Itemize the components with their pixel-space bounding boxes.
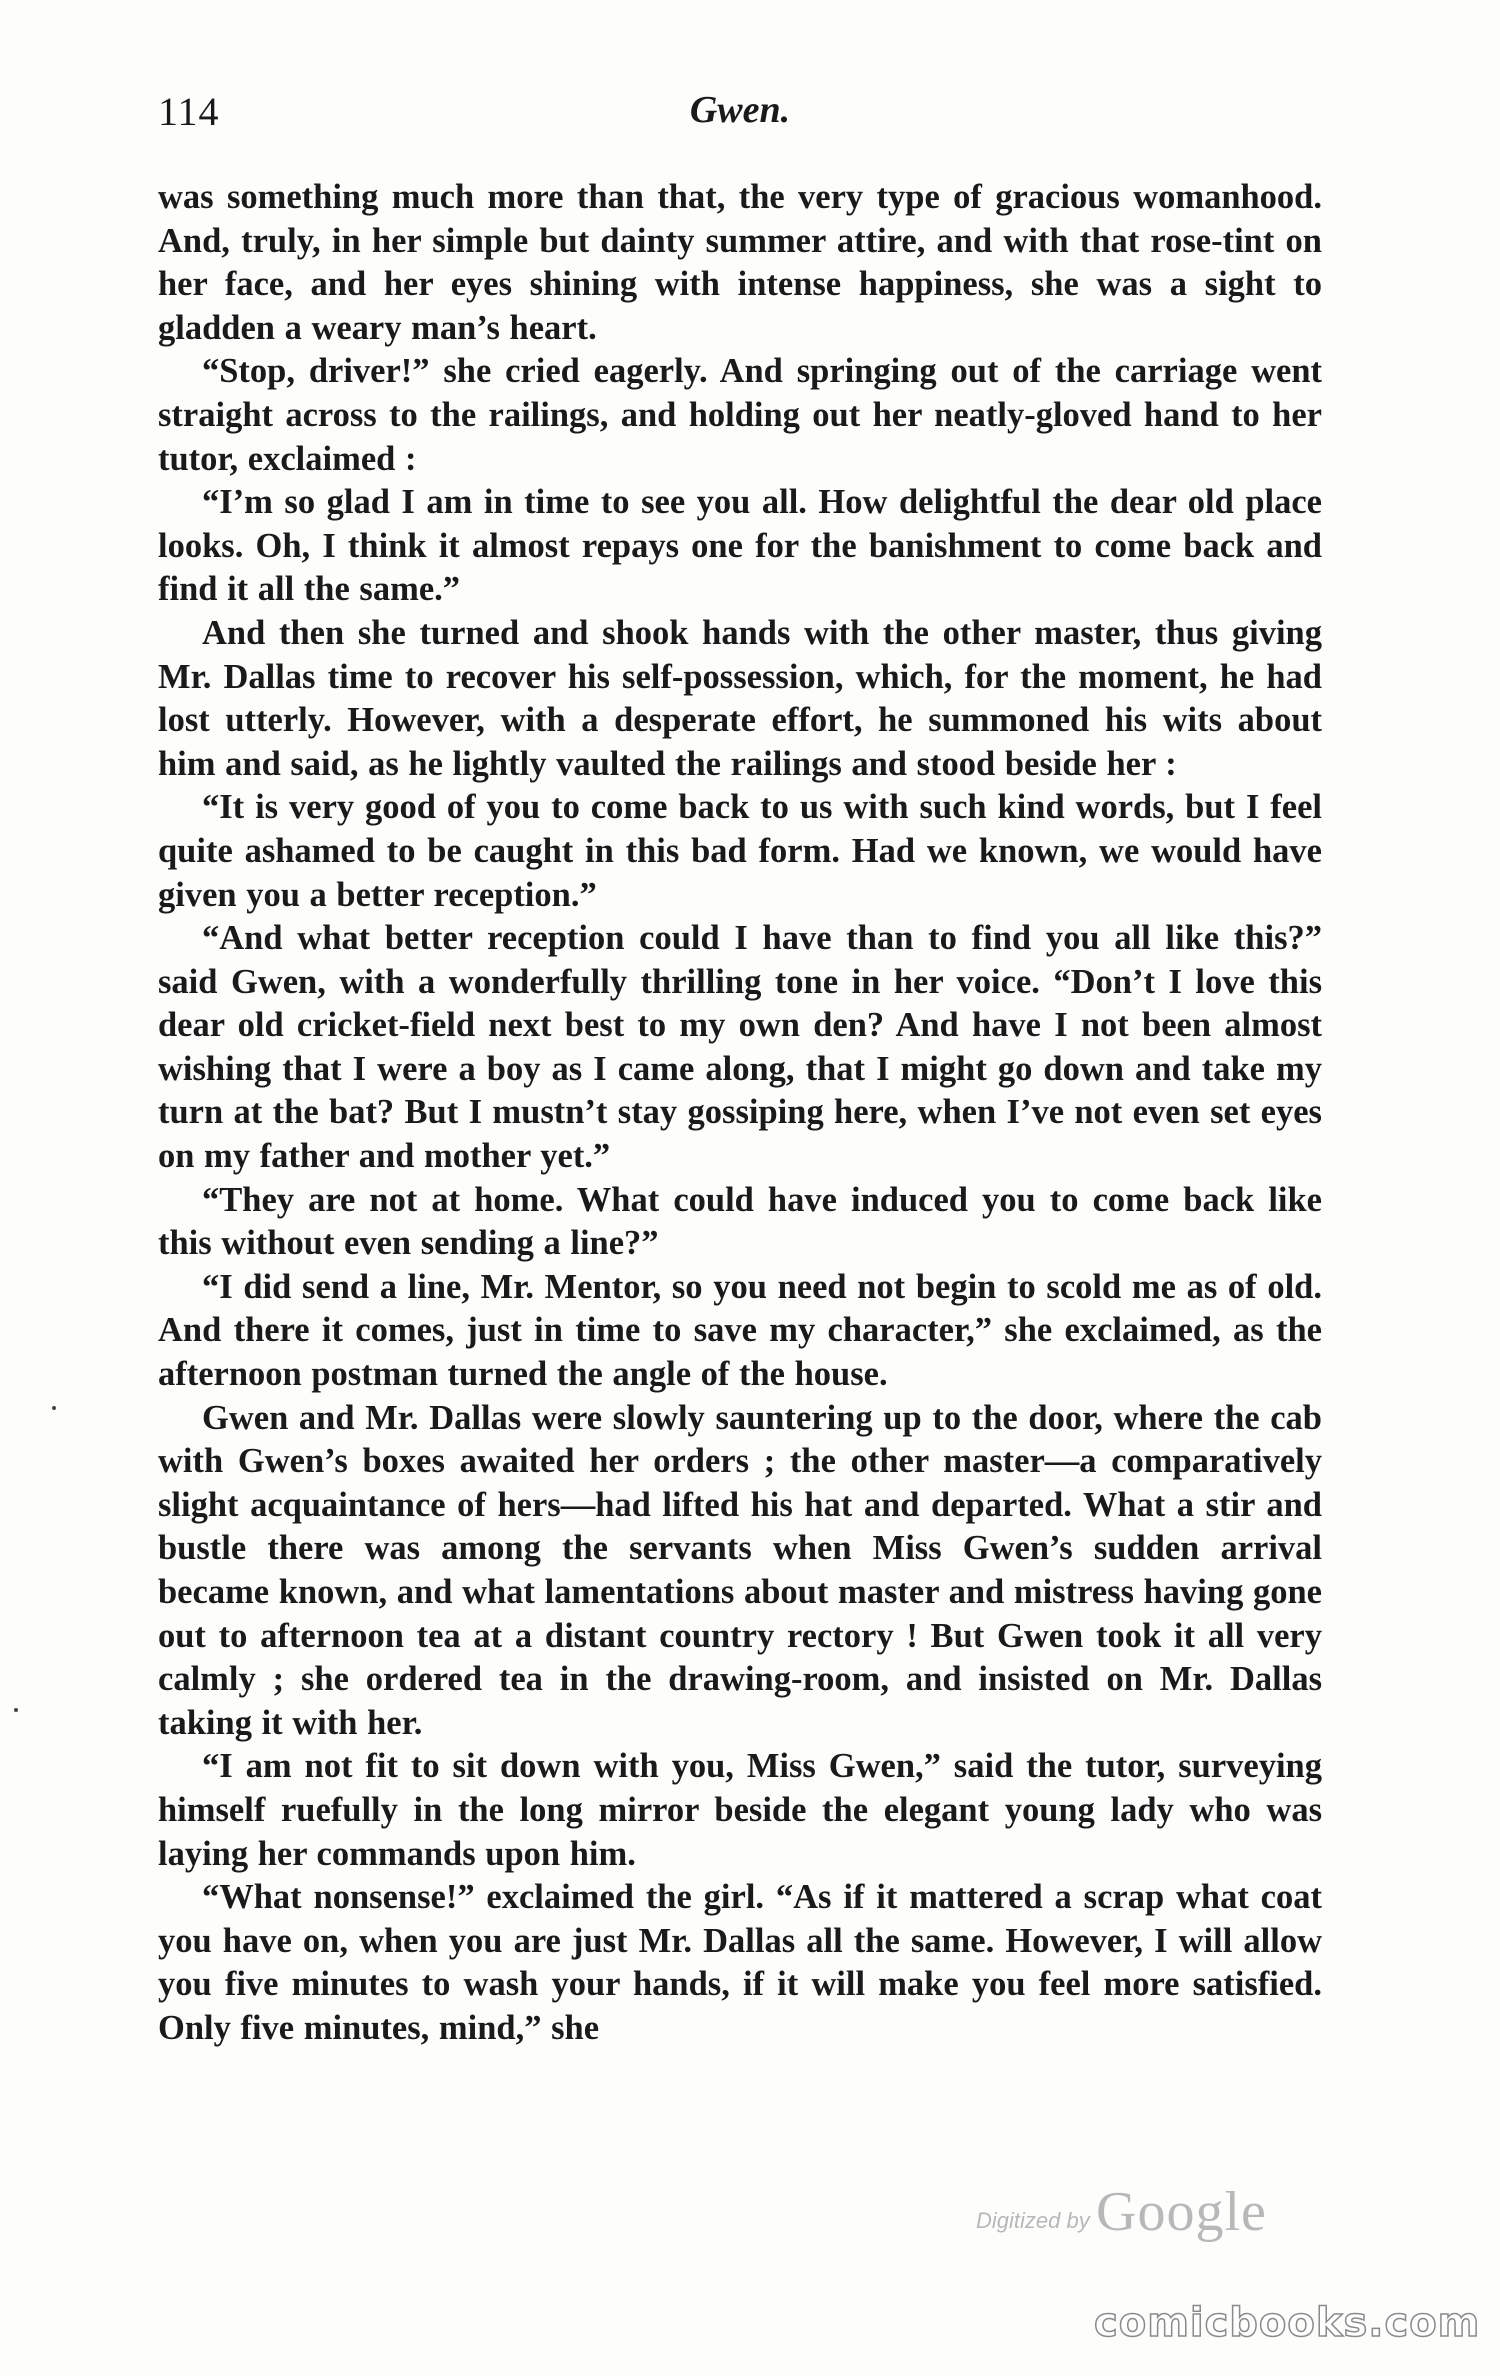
margin-speck <box>52 1406 56 1410</box>
paragraph: “And what better reception could I have than to find you all like this?” said Gwen, with a wonderfully thrilling tone in her voice. “Don’t I love this dear old cricket-field next best to my own den? And have I not been almost wishing that I were a boy as I came along, that I might go down and take my turn at the bat? But I mustn’t stay gossiping here, when I’ve not even set eyes on my father and mother yet.” <box>158 919 1322 1176</box>
google-digitized-watermark <box>976 2180 1316 2244</box>
paragraph: And then she turned and shook hands with the other master, thus giving Mr. Dallas time to recover his self-possession, which, for the moment, he had lost utterly. However, with a desperate effort, he summoned his wits about him and said, as he lightly vaulted the railings and stood beside her : <box>158 613 1322 783</box>
google-logo: Google <box>1096 2181 1267 2243</box>
paragraph: “What nonsense!” exclaimed the girl. “As if it mattered a scrap what coat you have on, when you are just Mr. Dallas all the same. However, I will allow you five minutes to wash your hands, if it will make you feel more satisfied. Only five minutes, mind,” she <box>158 1878 1322 2047</box>
margin-speck <box>14 1708 18 1712</box>
paragraph: “Stop, driver!” she cried eagerly. And springing out of the carriage went straight across to the railings, and holding out her neatly-gloved hand to her tutor, exclaimed : <box>158 352 1322 478</box>
digitized-by-label: Digitized by <box>976 2208 1090 2233</box>
body-text <box>158 176 1322 2051</box>
page-number: 114 <box>158 89 220 134</box>
paragraph: Gwen and Mr. Dallas were slowly sauntering up to the door, where the cab with Gwen’s boxes awaited her orders ; the other master—a comparatively slight acquaintance of hers—had lifted his hat and departed. What a stir and bustle there was among the servants when Miss Gwen’s sudden arrival became known, and what lamentations about master and mistress having gone out to afternoon tea at a distant country rectory ! But Gwen took it all very calmly ; she ordered tea in the drawing-room, and insisted on Mr. Dallas taking it with her. <box>158 1398 1322 1742</box>
site-watermark: comicbooks.com <box>1094 2300 1481 2346</box>
running-title: Gwen. <box>689 89 791 131</box>
paragraph: “I did send a line, Mr. Mentor, so you need not begin to scold me as of old. And there it comes, just in time to save my character,” she exclaimed, as the afternoon postman turned the angle of the house. <box>158 1267 1322 1394</box>
paragraph: “I’m so glad I am in time to see you all. How delightful the dear old place looks. Oh, I think it almost repays one for the banishment to come back and find it all the same.” <box>158 483 1322 609</box>
paragraph: “They are not at home. What could have induced you to come back like this without even sending a line?” <box>158 1180 1322 1263</box>
page-header <box>158 88 1322 148</box>
paragraph: was something much more than that, the very type of gracious womanhood. And, truly, in her simple but dainty summer attire, and with that rose-tint on her face, and her eyes shining with intense happiness, she was a sight to gladden a weary man’s heart. <box>158 178 1322 347</box>
paragraph: “I am not fit to sit down with you, Miss Gwen,” said the tutor, surveying himself ruefully in the long mirror beside the elegant young lady who was laying her commands upon him. <box>158 1747 1322 1873</box>
paragraph: “It is very good of you to come back to us with such kind words, but I feel quite ashamed to be caught in this bad form. Had we known, we would have given you a better reception.” <box>158 788 1322 914</box>
